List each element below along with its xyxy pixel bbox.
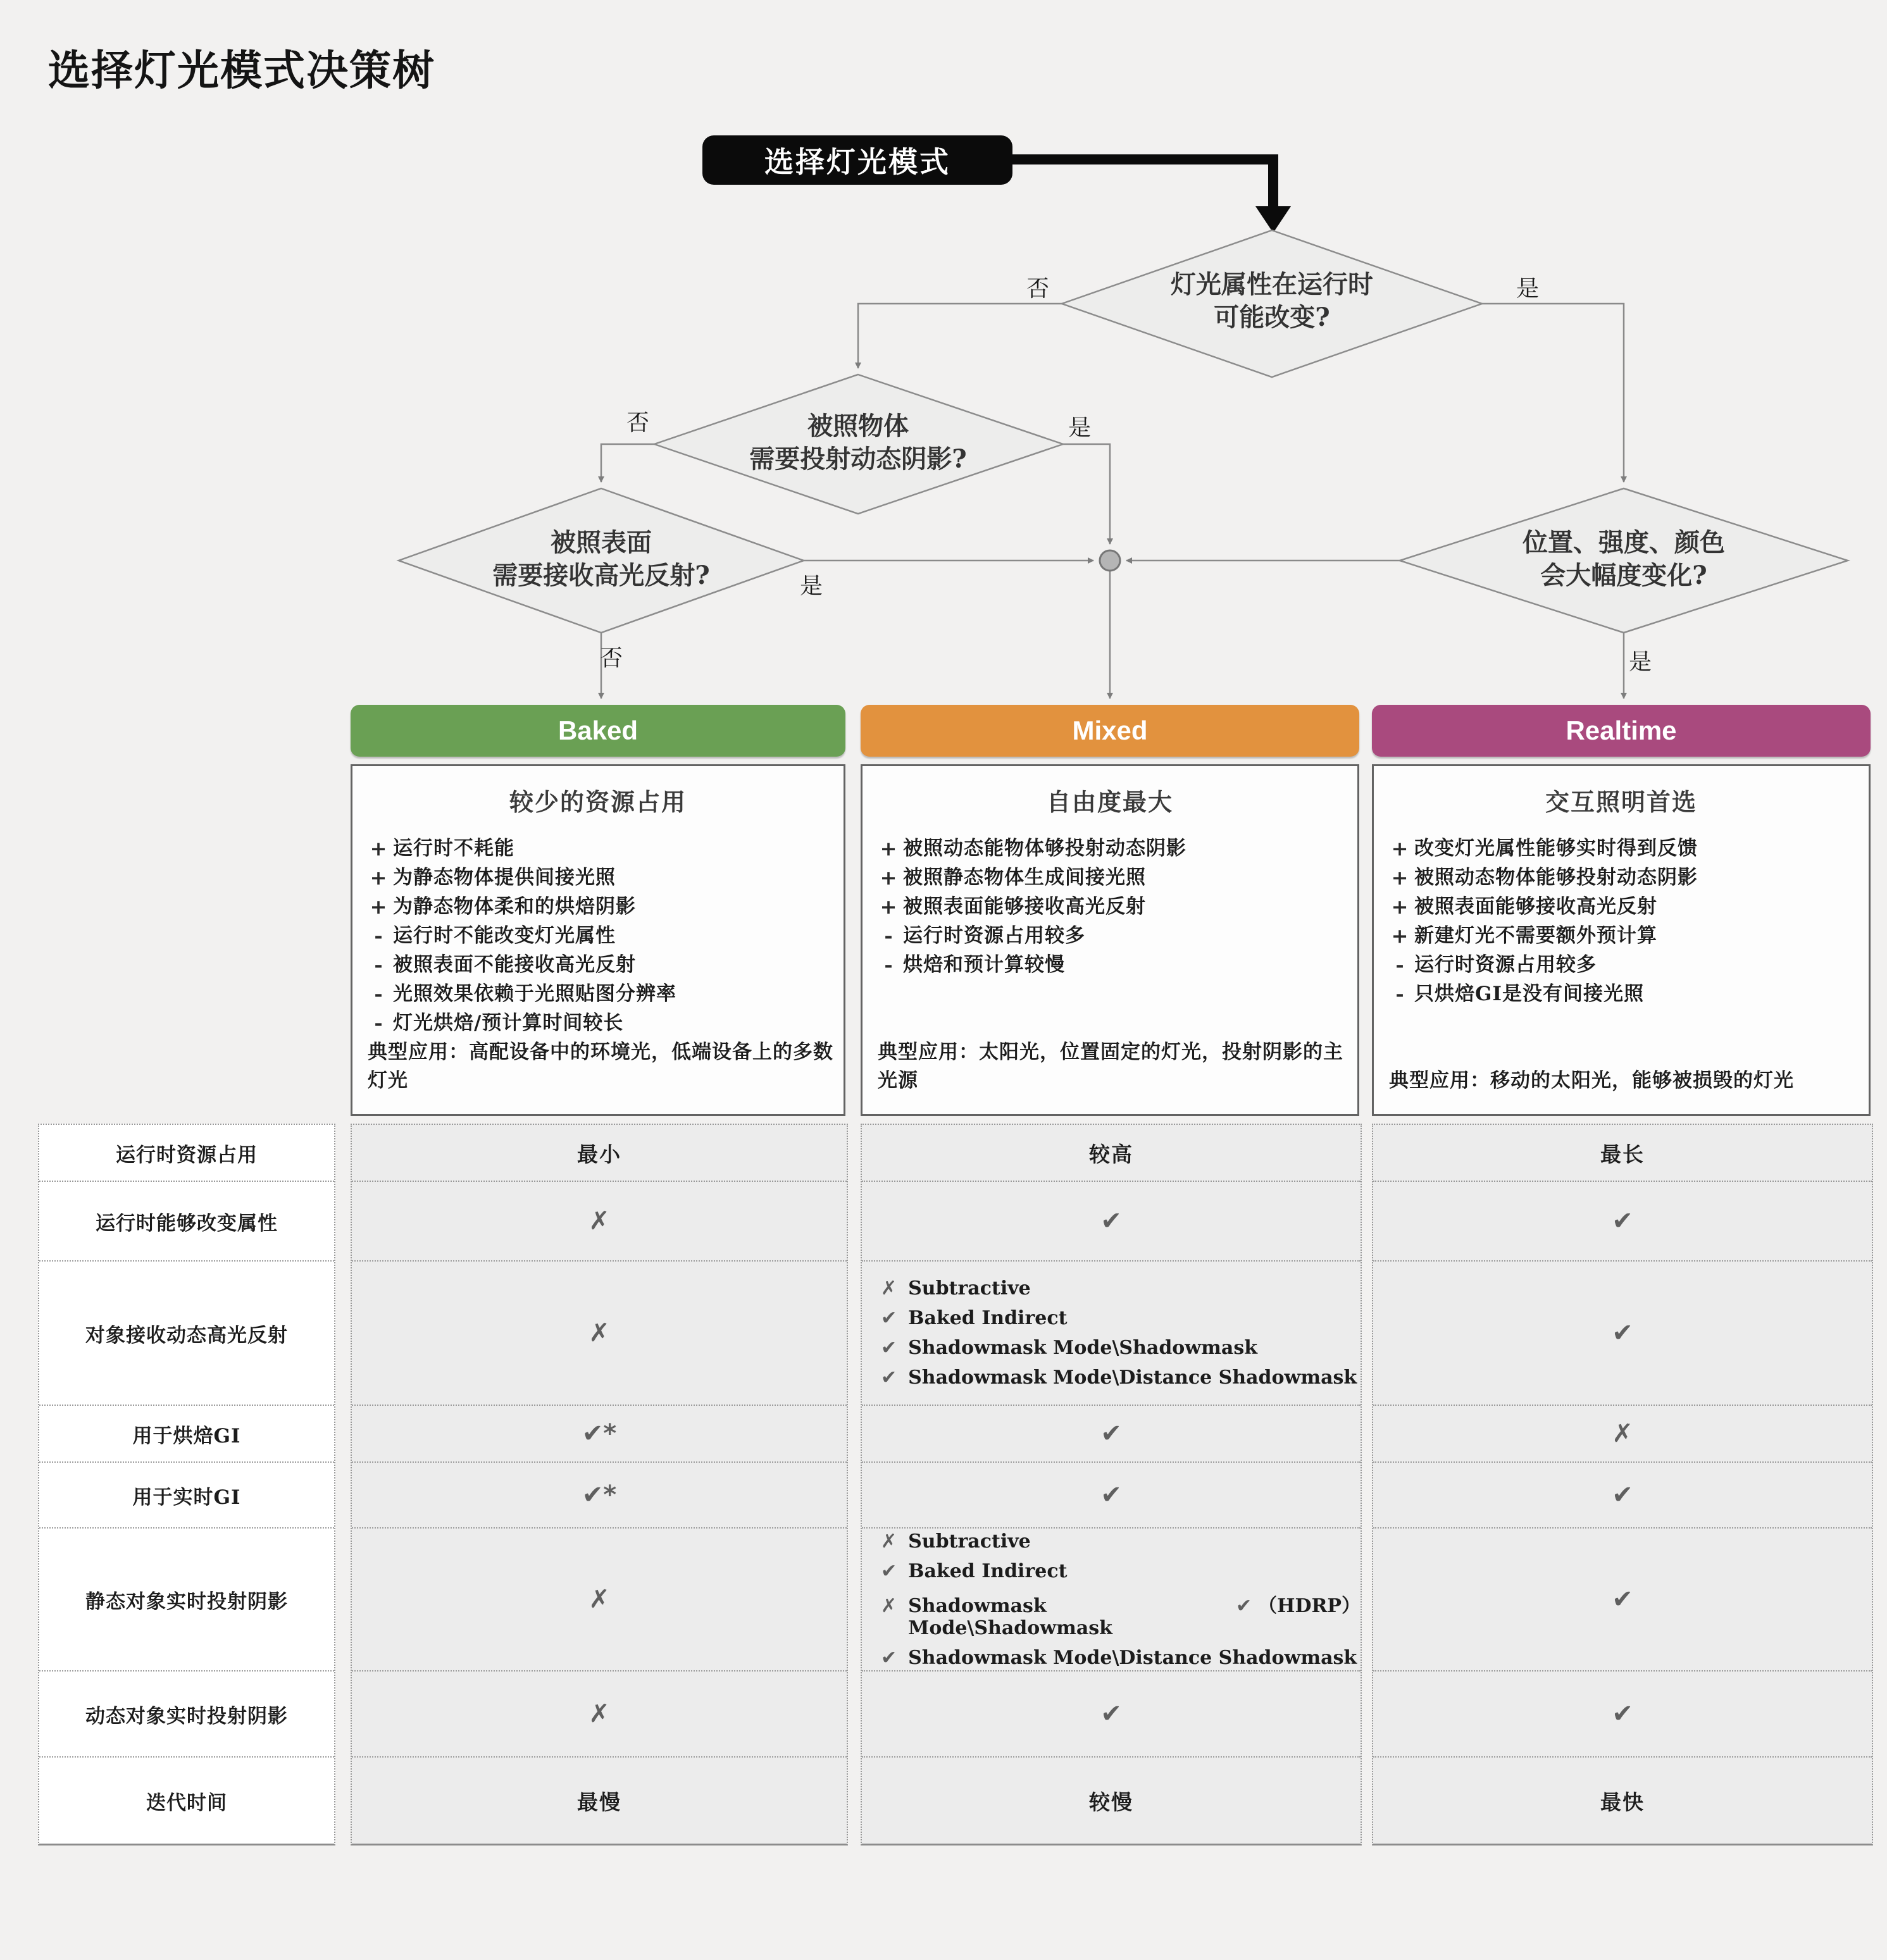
- table-label-column: [38, 1124, 335, 1845]
- table-realtime-column: [1372, 1124, 1873, 1845]
- table-cell: 最快: [1600, 1789, 1645, 1814]
- table-cell: ✔: [1373, 1182, 1872, 1262]
- table-cell: 最长: [1373, 1125, 1872, 1182]
- table-cell: ✗: [1373, 1406, 1872, 1463]
- merge-node: [1100, 550, 1120, 571]
- mode-description-mixed: [861, 764, 1359, 1116]
- row-label: 迭代时间: [146, 1791, 227, 1814]
- label-no-d4: 否: [599, 645, 623, 671]
- table-cell: ✔: [1373, 1463, 1872, 1529]
- edge-d1-yes: [1482, 304, 1624, 482]
- question-runtime-change: 灯光属性在运行时 可能改变?: [1171, 270, 1373, 332]
- table-mixed-column: [861, 1124, 1362, 1845]
- table-cell: ✔*: [352, 1463, 847, 1529]
- row-label: 运行时资源占用: [39, 1125, 334, 1182]
- table-baked-column: [351, 1124, 848, 1845]
- table-cell: 最小: [352, 1125, 847, 1182]
- start-arrow: [1012, 159, 1273, 209]
- baked-headline: 较少的资源占用: [509, 788, 687, 816]
- list-item: + 改变灯光属性能够实时得到反馈: [1391, 836, 1698, 860]
- row-label: 对象接收动态高光反射: [39, 1262, 334, 1406]
- table-cell: ✔: [862, 1672, 1361, 1758]
- table-cell: ✗: [352, 1262, 847, 1406]
- list-item: - 灯光烘焙/预计算时间较长: [374, 1011, 624, 1035]
- label-yes-d1: 是: [1516, 276, 1539, 302]
- start-node-label: 选择灯光模式: [764, 145, 950, 179]
- edge-d2-yes: [1063, 444, 1110, 544]
- mode-description-realtime: [1372, 764, 1871, 1116]
- baked-typical-use: 典型应用：高配设备中的环境光，低端设备上的多数灯光: [368, 1041, 833, 1092]
- table-cell: ✔: [1373, 1262, 1872, 1406]
- list-item: + 为静态物体柔和的烘焙阴影: [370, 895, 636, 919]
- table-cell: ✔: [1373, 1529, 1872, 1672]
- realtime-headline: 交互照明首选: [1545, 788, 1697, 816]
- label-yes-d5: 是: [1628, 649, 1652, 675]
- edge-d1-no: [858, 304, 1062, 368]
- edge-d2-no: [601, 444, 654, 482]
- list-item: + 为静态物体提供间接光照: [370, 865, 616, 890]
- question-specular: 被照表面 需要接收高光反射?: [492, 528, 710, 590]
- table-cell: ✗: [352, 1182, 847, 1262]
- table-cell: 较高: [862, 1125, 1361, 1182]
- mixed-headline: 自由度最大: [1046, 788, 1173, 816]
- list-item: + 被照动态能物体够投射动态阴影: [880, 836, 1186, 860]
- label-no-d2: 否: [626, 410, 649, 436]
- table-cell: ✔: [862, 1406, 1361, 1463]
- table-cell: ✔*: [352, 1406, 847, 1463]
- mode-header-realtime: Realtime: [1372, 705, 1871, 757]
- list-item: + 被照表面能够接收高光反射: [880, 895, 1146, 919]
- table-cell-shadowmask-modes: ✗ Subtractive ✔ Baked Indirect ✗ Shadowmask Mode\Shadowmask ✔ （HDRP） ✔ Shadowmask Mode\Distance Shadowmask: [862, 1529, 1361, 1672]
- table-cell: ✗: [352, 1672, 847, 1758]
- table-cell: ✗: [352, 1529, 847, 1672]
- label-yes-d4: 是: [799, 573, 823, 599]
- list-item: + 新建灯光不需要额外预计算: [1391, 924, 1657, 948]
- start-node: [702, 135, 1012, 185]
- page-title: 选择灯光模式决策树: [48, 46, 435, 95]
- list-item: - 运行时资源占用较多: [1395, 953, 1597, 977]
- row-label: 动态对象实时投射阴影: [39, 1672, 334, 1758]
- list-item: + 运行时不耗能: [370, 836, 514, 860]
- row-label: 用于烘焙GI: [39, 1406, 334, 1463]
- list-item: - 烘焙和预计算较慢: [884, 953, 1065, 977]
- table-cell: ✔: [862, 1463, 1361, 1529]
- row-label: 用于实时GI: [39, 1463, 334, 1529]
- label-yes-d2: 是: [1068, 415, 1091, 441]
- mode-header-baked: Baked: [351, 705, 845, 757]
- label-no-d1: 否: [1026, 276, 1049, 302]
- list-item: + 被照静态物体生成间接光照: [880, 865, 1146, 890]
- flowchart-connectors: [0, 0, 1887, 766]
- table-cell-shadowmask-modes: ✗ Subtractive ✔ Baked Indirect ✔ Shadowmask Mode\Shadowmask ✔ Shadowmask Mode\Distance Shadowmask: [862, 1262, 1361, 1406]
- start-arrowhead: [1255, 206, 1291, 233]
- mode-description-baked: [351, 764, 845, 1116]
- list-item: - 被照表面不能接收高光反射: [374, 953, 636, 977]
- list-item: - 光照效果依赖于光照贴图分辨率: [374, 982, 676, 1006]
- table-cell: ✔: [862, 1182, 1361, 1262]
- table-cell: ✔: [1373, 1672, 1872, 1758]
- list-item: + 被照动态物体能够投射动态阴影: [1391, 865, 1698, 890]
- realtime-typical-use: 典型应用：移动的太阳光，能够被损毁的灯光: [1389, 1069, 1794, 1092]
- list-item: - 运行时资源占用较多: [884, 924, 1085, 948]
- list-item: - 只烘焙GI是没有间接光照: [1395, 982, 1644, 1006]
- question-dynamic-shadow: 被照物体 需要投射动态阴影?: [749, 411, 967, 474]
- table-cell: 最慢: [577, 1789, 621, 1814]
- mixed-typical-use: 典型应用：太阳光，位置固定的灯光，投射阴影的主光源: [878, 1041, 1343, 1092]
- mode-header-mixed: Mixed: [861, 705, 1359, 757]
- row-label: 运行时能够改变属性: [39, 1182, 334, 1262]
- row-label: 静态对象实时投射阴影: [39, 1529, 334, 1672]
- question-big-change: 位置、强度、颜色 会大幅度变化?: [1523, 528, 1725, 590]
- table-cell: 较慢: [1089, 1789, 1133, 1814]
- list-item: - 运行时不能改变灯光属性: [374, 924, 616, 948]
- list-item: + 被照表面能够接收高光反射: [1391, 895, 1657, 919]
